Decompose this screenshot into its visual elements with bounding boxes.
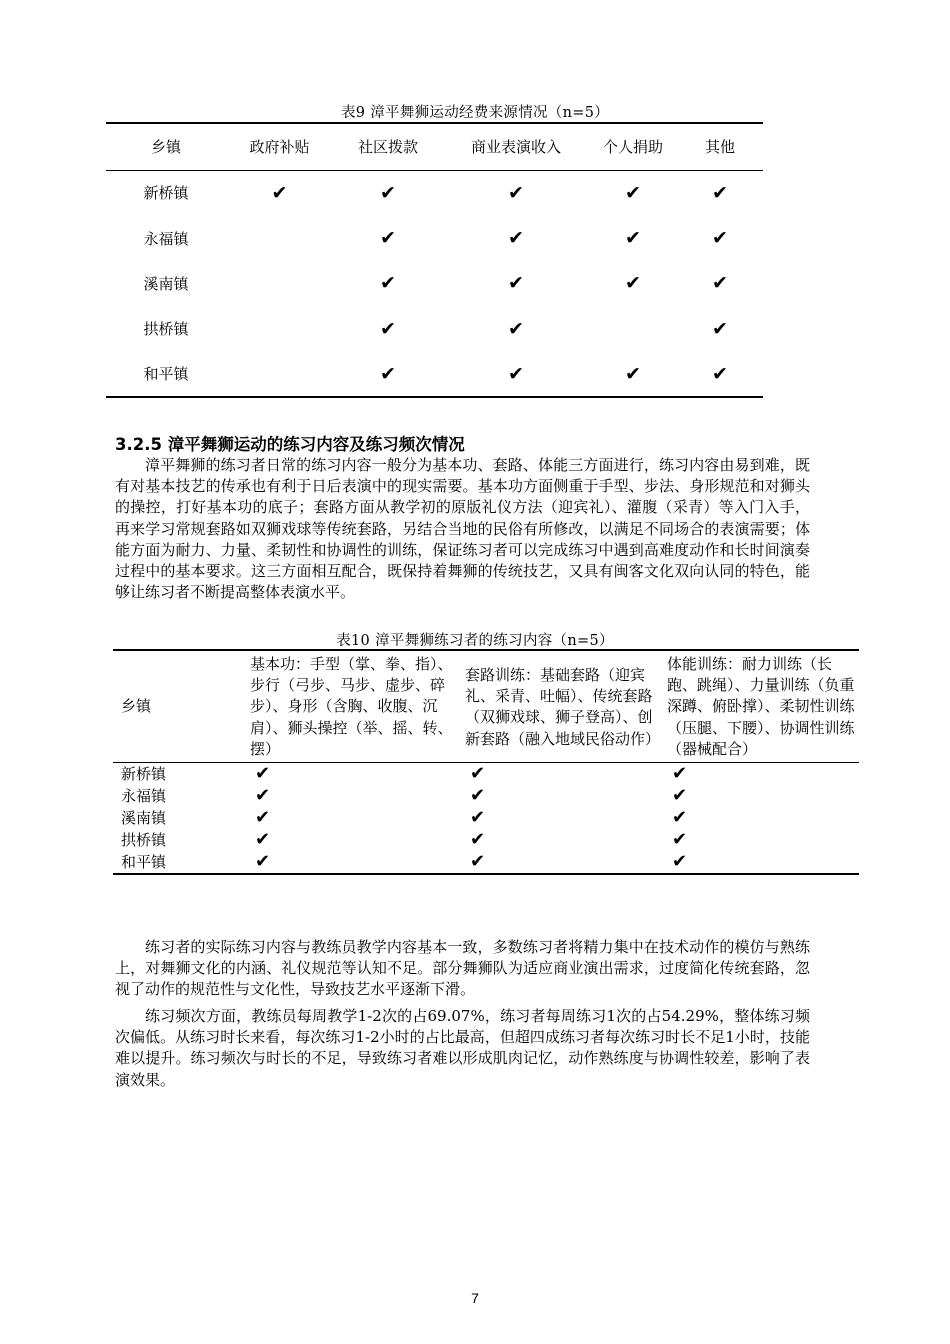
check-icon: ✔ xyxy=(625,272,641,295)
column-header: 乡镇 xyxy=(113,650,247,763)
town-cell: 溪南镇 xyxy=(121,809,167,828)
table-row xyxy=(113,807,859,829)
check-icon: ✔ xyxy=(271,181,288,204)
check-icon: ✔ xyxy=(380,181,396,204)
column-header: 商业表演收入 xyxy=(443,123,589,170)
check-icon: ✔ xyxy=(255,785,271,807)
check-icon xyxy=(226,261,333,306)
town-cell: 永福镇 xyxy=(121,787,167,806)
town-cell: 新桥镇 xyxy=(121,765,167,784)
check-icon: ✔ xyxy=(672,763,688,785)
table-header-row xyxy=(106,123,763,170)
check-icon: ✔ xyxy=(380,227,396,250)
check-icon: ✔ xyxy=(508,317,524,340)
table-row xyxy=(106,261,763,306)
town-cell: 和平镇 xyxy=(113,851,247,874)
table-row xyxy=(113,851,859,874)
check-icon: ✔ xyxy=(470,807,486,829)
body-paragraph: 练习者的实际练习内容与教练员教学内容基本一致，多数练习者将精力集中在技术动作的模仿与熟练上，对舞狮文化的内涵、礼仪规范等认知不足。部分舞狮队为适应商业演出需求，过度简化传统套路，忽视了动作的规范性与文化性，导致技艺水平逐渐下滑。 xyxy=(115,938,810,999)
column-header: 社区拨款 xyxy=(333,123,443,170)
check-icon: ✔ xyxy=(664,851,859,874)
check-icon: ✔ xyxy=(470,829,486,851)
town-cell: 新桥镇 xyxy=(143,184,189,203)
table-row xyxy=(113,829,859,851)
check-icon: ✔ xyxy=(712,317,728,340)
check-icon: ✔ xyxy=(508,181,524,204)
check-icon: ✔ xyxy=(672,829,688,851)
check-icon: ✔ xyxy=(672,785,688,807)
check-icon: ✔ xyxy=(380,317,396,340)
column-header: 政府补贴 xyxy=(226,123,333,170)
check-icon: ✔ xyxy=(672,807,688,829)
column-header: 其他 xyxy=(677,123,763,170)
column-header: 体能训练：耐力训练（长跑、跳绳）、力量训练（负重深蹲、俯卧撑）、柔韧性训练（压腿、下腰）、协调性训练（器械配合） xyxy=(664,650,859,763)
table-header-row xyxy=(113,650,859,763)
check-icon: ✔ xyxy=(625,227,641,250)
check-icon: ✔ xyxy=(462,851,664,874)
column-header: 个人捐助 xyxy=(589,123,677,170)
check-icon: ✔ xyxy=(712,181,728,204)
check-icon: ✔ xyxy=(247,851,462,874)
check-icon: ✔ xyxy=(255,763,271,785)
column-header: 基本功：手型（掌、拳、指）、步行（弓步、马步、虚步、碎步）、身形（含胸、收腹、沉肩）、狮头操控（举、摇、转、摆） xyxy=(247,650,462,763)
page-number: 7 xyxy=(471,1290,479,1306)
check-icon: ✔ xyxy=(443,352,589,397)
training-content-table xyxy=(113,649,859,875)
check-icon: ✔ xyxy=(508,272,524,295)
table9-caption: 表9 漳平舞狮运动经费来源情况（n=5） xyxy=(340,105,610,121)
body-paragraph: 练习频次方面，教练员每周教学1-2次的占69.07%，练习者每周练习1次的占54.29%，整体练习频次偏低。从练习时长来看，每次练习1-2小时的占比最高，但超四成练习者每次练习时长不足1小时，技能难以提升。练习频次与时长的不足，导致练习者难以形成肌肉记忆，动作熟练度与协调性较差，影响了表演效果。 xyxy=(115,1007,810,1089)
check-icon: ✔ xyxy=(255,807,271,829)
section-heading: 3.2.5 漳平舞狮运动的练习内容及练习频次情况 xyxy=(115,435,465,454)
check-icon: ✔ xyxy=(589,352,677,397)
town-cell: 和平镇 xyxy=(106,352,226,397)
check-icon: ✔ xyxy=(625,181,641,204)
table-row xyxy=(106,170,763,215)
town-cell: 永福镇 xyxy=(143,229,189,248)
check-icon xyxy=(226,352,333,397)
body-paragraph: 漳平舞狮的练习者日常的练习内容一般分为基本功、套路、体能三方面进行，练习内容由易到难，既有对基本技艺的传承也有利于日后表演中的现实需要。基本功方面侧重于手型、步法、身形规范和对狮头的操控，打好基本功的底子；套路方面从教学初的原版礼仪方法（迎宾礼）、灌腹（采青）等入门入手，再来学习常规套路如双狮戏球等传统套路，另结合当地的民俗有所修改，以满足不同场合的表演需要；体能方面为耐力、力量、柔韧性和协调性的训练，保证练习者可以完成练习中遇到高难度动作和长时间演奏过程中的基本要求。这三方面相互配合，既保持着舞狮的传统技艺，又具有闽客文化双向认同的特色，能够让练习者不断提高整体表演水平。 xyxy=(115,456,810,602)
check-icon: ✔ xyxy=(712,272,728,295)
funding-source-table xyxy=(106,122,763,398)
check-icon: ✔ xyxy=(470,785,486,807)
column-header: 套路训练：基础套路（迎宾礼、采青、吐幅）、传统套路（双狮戏球、狮子登高）、创新套路（融入地域民俗动作） xyxy=(462,650,664,763)
table-row xyxy=(113,763,859,786)
check-icon: ✔ xyxy=(677,352,763,397)
table-row xyxy=(113,785,859,807)
table-row xyxy=(106,306,763,351)
table-row xyxy=(106,352,763,397)
table10-caption: 表10 漳平舞狮练习者的练习内容（n=5） xyxy=(336,633,614,649)
check-icon: ✔ xyxy=(380,272,396,295)
check-icon: ✔ xyxy=(712,227,728,250)
column-header: 乡镇 xyxy=(106,123,226,170)
town-cell: 拱桥镇 xyxy=(143,320,189,339)
check-icon: ✔ xyxy=(508,227,524,250)
town-cell: 拱桥镇 xyxy=(121,831,167,850)
check-icon: ✔ xyxy=(333,352,443,397)
table-row xyxy=(106,215,763,260)
check-icon xyxy=(589,306,677,351)
check-icon: ✔ xyxy=(255,829,271,851)
check-icon xyxy=(226,306,333,351)
check-icon xyxy=(226,215,333,260)
town-cell: 溪南镇 xyxy=(143,274,189,293)
check-icon: ✔ xyxy=(470,763,486,785)
